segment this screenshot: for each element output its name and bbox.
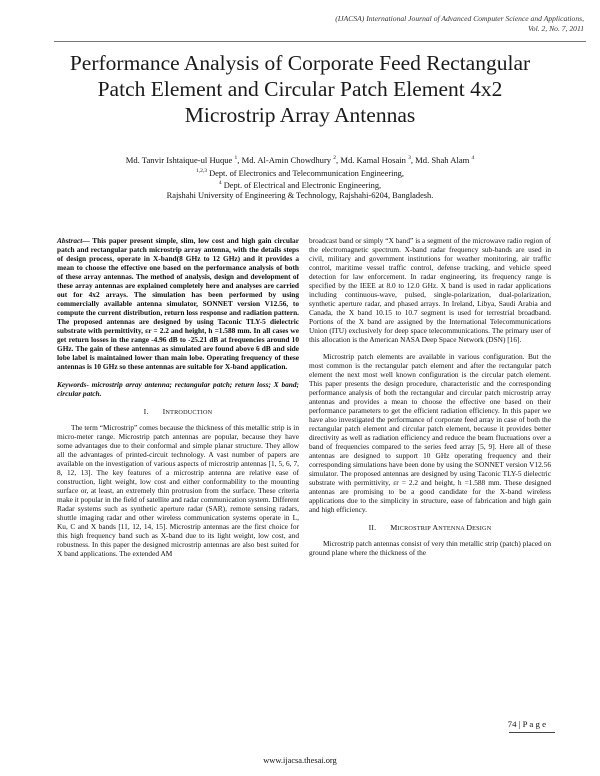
abstract-text: This paper present simple, slim, low cost and high gain circular patch and rectangular patch microstrip array antenna, with the details steps of design process, operate in X-band(8 GHz to 12 GHz) and it provides a mean to choose the effective one based on the performance analysis of both of these array antennas. The method of analysis, design and development of these array antennas are explained completely here and analyses are carried out for 4x2 arrays. The simulation has been performed by using commercially available antenna simulator, SONNET version V12.56, to compute the current distribution, return loss response and radiation pattern. The proposed antennas are designed by using Taconic TLY-5 dielectric substrate with permittivity, εr = 2.2 and height, h =1.588 mm. In all cases we get return losses in the range -4.96 dB to -25.21 dB at frequencies around 10 GHz. The gain of these antennas as simulated are found above 6 dB and side lobe label is maintained lower than main lobe. Operating frequency of these antennas is 10 GHz so these antennas are suitable for X-band application. <box>57 236 299 371</box>
abstract-label: Abstract <box>57 236 83 245</box>
xband-paragraph: broadcast band or simply “X band” is a segment of the microwave radio region of the electromagnetic spectrum. X-band radar frequency sub-bands are used in civil, military and government institutions for weather monitoring, air traffic control, maritime vessel traffic control, defense tracking, and vehicle speed detection for law enforcement. In radar engineering, its frequency range is specified by the IEEE at 8.0 to 12.0 GHz. X band is used in radar applications including continuous-wave, pulsed, single-polarization, dual-polarization, synthetic aperture radar, and phased arrays. In Ireland, Libya, Saudi Arabia and Canada, the X band 10.15 to 10.7 segment is used for terrestrial broadband. Portions of the X band are assigned by the International Telecommunications Union (ITU) exclusively for deep space telecommunications. The primary user of this allocation is the American NASA Deep Space Network (DSN) [16]. <box>309 236 551 344</box>
author-3: , Md. Kamal Hosain <box>336 154 406 165</box>
affiliation-3-text: Rajshahi University of Engineering & Technology, Rajshahi-6204, Bangladesh. <box>166 191 434 200</box>
section-title-initial: D <box>466 523 473 532</box>
affiliation-1 <box>30 166 570 179</box>
section-heading-introduction <box>57 407 299 417</box>
affiliation-2-index: 4 <box>218 180 222 186</box>
affiliation-1-text: Dept. of Electronics and Telecommunication Engineering, <box>207 168 404 178</box>
section-title-rest: NTENNA <box>438 525 467 532</box>
author-1: Md. Tanvir Ishtaique-ul Huque <box>125 154 233 165</box>
left-column <box>57 236 299 558</box>
author-4-index: 4 <box>471 155 475 161</box>
section-title-rest: NTRODUCTION <box>165 409 213 416</box>
patch-elements-paragraph: Microstrip patch elements are available in various configuration. But the most common is the rectangular patch element and after the rectangular patch element the next most well known configuration is the circular patch element. This paper presents the design procedure, characteristic and the corresponding performance analysis of both the rectangular and circular patch microstrip array antennas and provides a mean to choose the effective one based on their performance parameters to get the efficient radiation efficiency. In this paper we have also investigated the performance of corporate feed array in case of both the rectangular patch element and circular patch element, because it provides better directivity as well as radiation efficiency and reduce the beam fluctuations over a band of frequencies compared to the series feed array [5, 9]. Here all of these antennas are designed to support 10 GHz operating frequency and their corresponding simulations have been done by using the SONNET version V12.56 simulator. The proposed antennas are designed by using Taconic TLY-5 dielectric substrate with permittivity, εr = 2.2 and height, h =1.588 mm. These designed antennas are promising to be a good candidate for the X-band wireless applications due to the simplicity in structure, ease of fabrication and high gain and high efficiency. <box>309 352 551 514</box>
affiliation-2-text: Dept. of Electrical and Electronic Engineering, <box>221 180 382 190</box>
keywords: Keywords- microstrip array antenna; rectangular patch; return loss; X band; circular patch. <box>57 380 299 398</box>
affiliation-1-index: 1,2,3 <box>196 168 208 174</box>
introduction-paragraph: The term “Microstrip” comes because the thickness of this metallic strip is in micro-meter range. Microstrip patch antennas are popular, because they have some advantages due to their conformal and simple planar structure. They allow all the advantages of printed-circuit technology. A vast number of papers are available on the investigation of various aspects of microstrip antennas [1, 5, 6, 7, 8, 12, 13]. The key features of a microstrip antenna are relative ease of construction, light weight, low cost and either conformability to the mounting surface or, at least, an extremely thin protrusion from the surface. These criteria make it popular in the field of satellite and radar communication system. Different Radar systems such as synthetic aperture radar (SAR), remote sensing radars, shuttle imaging radar and other wireless communication systems operate in L, Ku, C and X bands [11, 12, 14, 15]. Microstrip antennas are the first choice for this high frequency band such as X-band due to its light weight, low cost, and robustness. In this paper the designed microstrip antennas are also best suited for X band applications. The extended AM <box>57 423 299 558</box>
journal-name: (IJACSA) International Journal of Advanced Computer Science and Applications, <box>335 14 584 23</box>
title-line-3: Microstrip Array Antennas <box>184 103 416 127</box>
abstract <box>57 236 299 371</box>
abstract-dash: — <box>82 236 93 245</box>
author-4: , Md. Shah Alam <box>410 154 470 165</box>
page-number: 74 | P a g e <box>507 719 546 729</box>
paper-title <box>30 50 570 128</box>
section-title-initial: M <box>390 523 398 532</box>
header-rule <box>54 41 586 42</box>
running-header <box>204 14 584 34</box>
right-column <box>309 236 551 557</box>
section-title-initial: A <box>432 523 439 532</box>
section-heading-antenna-design <box>309 523 551 533</box>
author-2: , Md. Al-Amin Chowdhury <box>237 154 332 165</box>
antenna-design-paragraph: Microstrip patch antennas consist of very thin metallic strip (patch) placed on ground plane where the thickness of the <box>309 539 551 557</box>
section-number: I. <box>143 407 149 416</box>
page-number-rule <box>509 732 555 733</box>
author-3-index: 3 <box>408 155 411 161</box>
author-2-index: 2 <box>333 155 337 161</box>
author-list <box>30 153 570 166</box>
section-title-rest: ESIGN <box>472 525 492 532</box>
affiliation-2 <box>30 178 570 191</box>
section-number: II. <box>368 523 377 532</box>
footer-url[interactable]: www.ijacsa.thesai.org <box>263 756 337 765</box>
journal-volume: Vol. 2, No. 7, 2011 <box>528 24 584 33</box>
affiliation-3 <box>30 190 570 201</box>
title-line-2: Patch Element and Circular Patch Element 4x2 <box>97 77 503 101</box>
author-1-index: 1 <box>234 155 238 161</box>
section-title-rest: ICROSTRIP <box>397 525 433 532</box>
section-title-initial: I <box>162 407 166 416</box>
title-line-1: Performance Analysis of Corporate Feed Rectangular <box>69 51 531 75</box>
